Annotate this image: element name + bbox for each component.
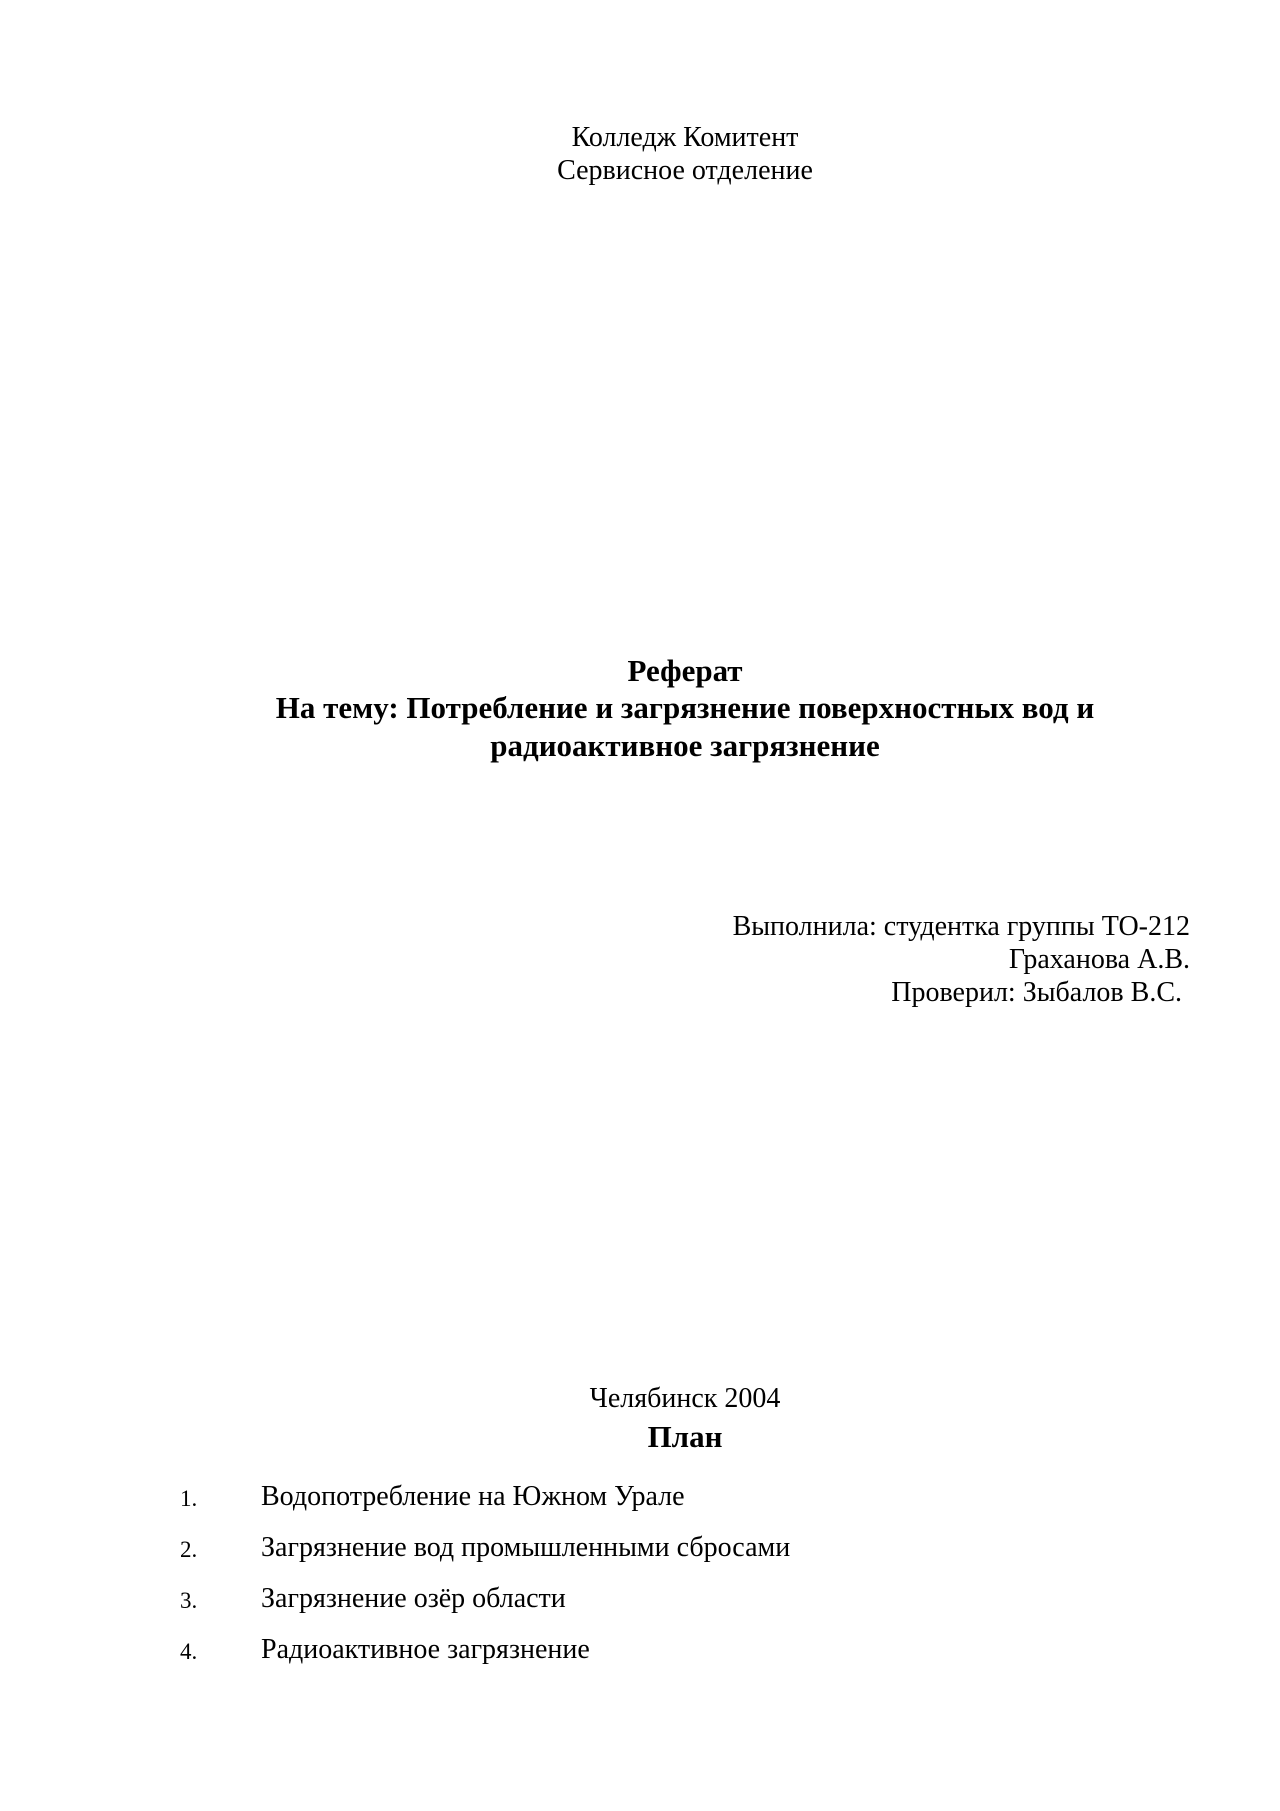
performer-line: Выполнила: студентка группы ТО-212	[732, 911, 1190, 942]
list-item-number: 4.	[180, 1639, 198, 1664]
list-item-text: Загрязнение озёр области	[261, 1583, 566, 1614]
performer-name: Граханова А.В.	[1008, 944, 1190, 975]
list-item-text: Радиоактивное загрязнение	[261, 1634, 590, 1665]
topic-title-line-1: На тему: Потребление и загрязнение поверхностных вод и	[275, 690, 1095, 725]
list-item-text: Водопотребление на Южном Урале	[261, 1481, 685, 1512]
document-type-title: Реферат	[627, 653, 743, 688]
list-item	[0, 1480, 1280, 1531]
plan-list	[0, 1480, 1280, 1684]
list-item	[0, 1582, 1280, 1633]
list-item-text: Загрязнение вод промышленными сбросами	[261, 1532, 791, 1563]
department-name: Сервисное отделение	[557, 155, 813, 186]
list-item	[0, 1531, 1280, 1582]
list-item-number: 3.	[180, 1588, 198, 1613]
plan-heading: План	[647, 1419, 723, 1454]
list-item	[0, 1633, 1280, 1684]
checker-line: Проверил: Зыбалов В.С.	[891, 977, 1182, 1008]
list-item-number: 2.	[180, 1537, 198, 1562]
city-year: Челябинск 2004	[589, 1383, 781, 1414]
list-item-number: 1.	[180, 1486, 198, 1511]
institution-name: Колледж Комитент	[571, 122, 799, 153]
topic-title-line-2: радиоактивное загрязнение	[490, 728, 880, 763]
